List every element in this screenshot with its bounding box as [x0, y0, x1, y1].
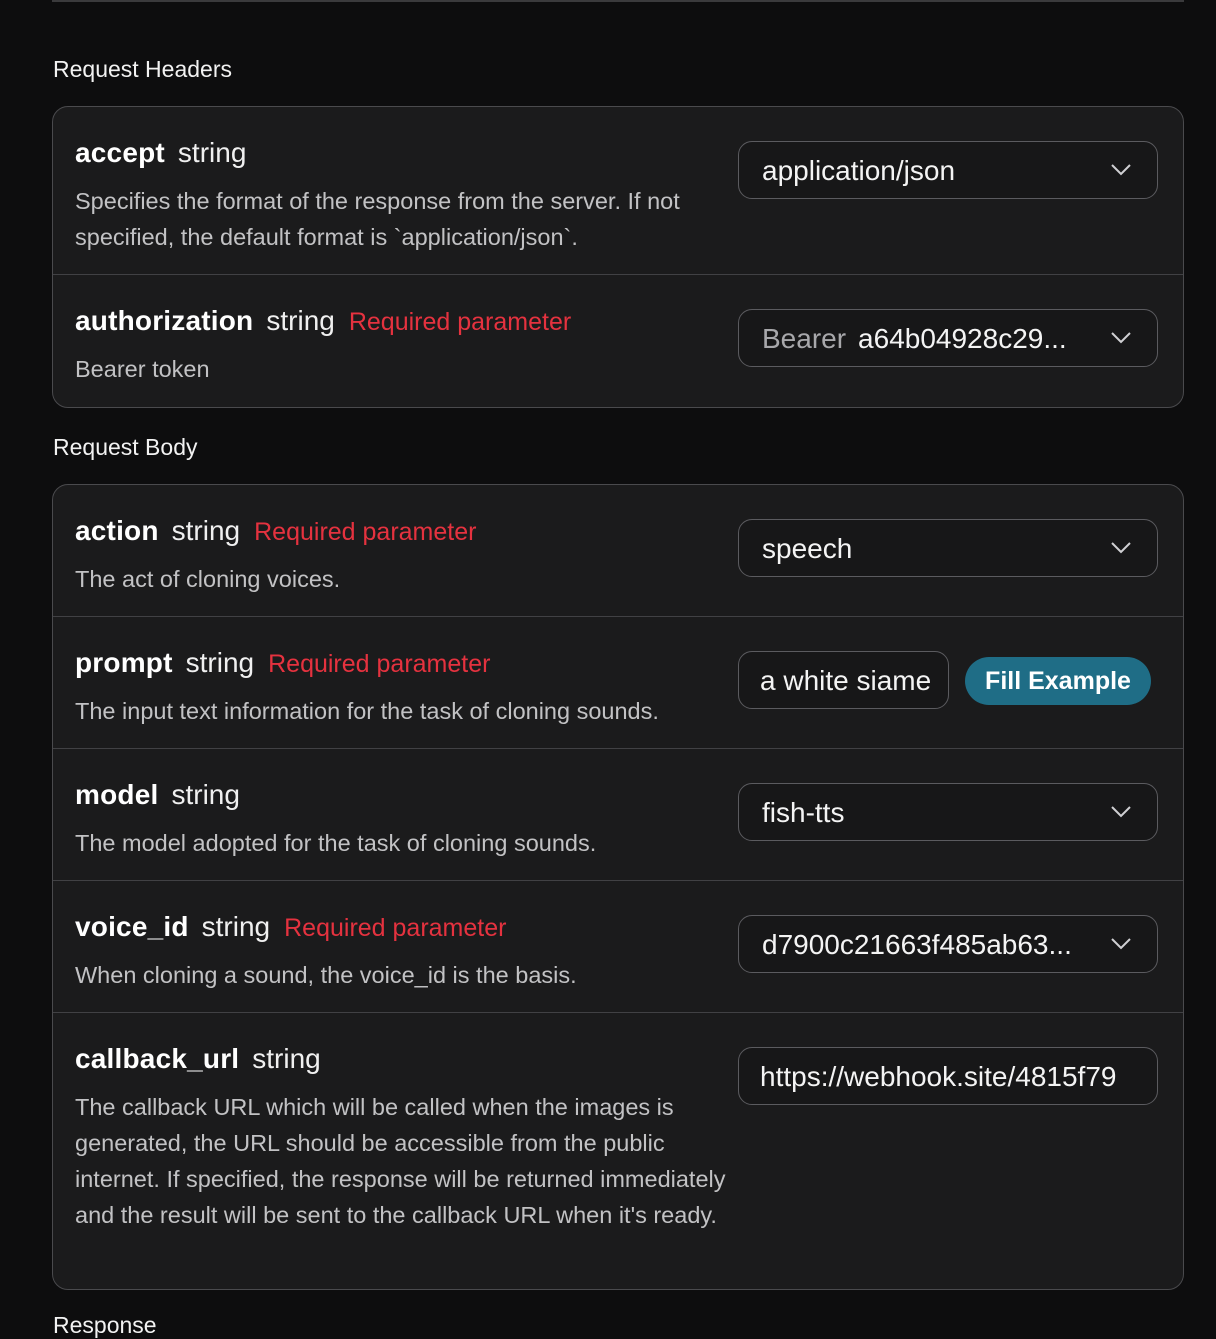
param-row-callback-url	[53, 1013, 1183, 1289]
param-type: string	[266, 305, 335, 336]
param-type: string	[185, 647, 255, 678]
param-name: prompt	[75, 647, 173, 678]
param-row-model	[53, 749, 1183, 881]
param-name: authorization	[75, 305, 254, 336]
request-headers-card	[52, 106, 1184, 408]
voice-id-select-value: d7900c21663f485ab63...	[762, 929, 1072, 960]
request-body-title: Request Body	[53, 434, 198, 460]
param-type: string	[171, 515, 241, 546]
chevron-down-icon	[1111, 332, 1131, 344]
param-description: Bearer token	[75, 356, 210, 382]
fill-example-button[interactable]: Fill Example	[965, 657, 1151, 705]
required-badge: Required parameter	[268, 650, 491, 678]
action-select-value: speech	[762, 533, 853, 564]
bearer-prefix: Bearer	[762, 323, 847, 354]
param-description: The callback URL which will be called when the images is generated, the URL should be accessible from the public internet. If specified, the response will be returned immediately and the result will be sent to the callback URL when it's ready.	[75, 1094, 726, 1228]
param-description: The act of cloning voices.	[75, 566, 341, 592]
prompt-input-value: a white siame	[760, 665, 932, 696]
param-type: string	[171, 779, 240, 810]
param-name: accept	[75, 137, 165, 168]
callback-url-input[interactable]	[738, 1047, 1158, 1105]
param-row-voice-id	[53, 881, 1183, 1013]
param-description: Specifies the format of the response from the server. If not specified, the default format is `application/json`.	[75, 188, 680, 250]
callback-url-input-value: https://webhook.site/4815f79	[760, 1061, 1117, 1092]
param-head	[75, 305, 571, 337]
param-description: The input text information for the task of cloning sounds.	[75, 698, 659, 724]
param-head	[75, 911, 506, 943]
param-head	[75, 137, 246, 169]
voice-id-select[interactable]	[738, 915, 1158, 973]
accept-select[interactable]	[738, 141, 1158, 199]
response-section-title: Response	[53, 1312, 157, 1338]
authorization-select-value	[762, 310, 1067, 368]
param-type: string	[201, 911, 271, 942]
param-description: When cloning a sound, the voice_id is the basis.	[75, 962, 577, 988]
chevron-down-icon	[1111, 938, 1131, 950]
section-divider	[52, 0, 1184, 2]
param-description: The model adopted for the task of cloning sounds.	[75, 830, 597, 856]
param-row-prompt	[53, 617, 1183, 749]
required-badge: Required parameter	[254, 518, 477, 546]
authorization-select[interactable]	[738, 309, 1158, 367]
model-select-value: fish-tts	[762, 797, 845, 828]
token-value: a64b04928c29...	[858, 323, 1067, 354]
param-head	[75, 1043, 321, 1075]
request-headers-title: Request Headers	[53, 56, 232, 82]
chevron-down-icon	[1111, 542, 1131, 554]
accept-select-value: application/json	[762, 155, 956, 186]
chevron-down-icon	[1111, 164, 1131, 176]
param-name: action	[75, 515, 159, 546]
action-select[interactable]	[738, 519, 1158, 577]
param-head	[75, 515, 476, 547]
param-type: string	[177, 137, 247, 168]
prompt-input[interactable]	[738, 651, 949, 709]
param-name: model	[75, 779, 159, 810]
param-name: callback_url	[75, 1043, 240, 1074]
param-type: string	[252, 1043, 321, 1074]
required-badge: Required parameter	[284, 914, 507, 942]
request-body-card	[52, 484, 1184, 1290]
model-select[interactable]	[738, 783, 1158, 841]
required-badge: Required parameter	[348, 308, 572, 336]
param-row-authorization	[53, 275, 1183, 406]
param-row-action	[53, 485, 1183, 617]
param-head	[75, 647, 490, 679]
param-head	[75, 779, 240, 811]
chevron-down-icon	[1111, 806, 1131, 818]
param-row-accept	[53, 107, 1183, 275]
param-name: voice_id	[75, 911, 189, 942]
